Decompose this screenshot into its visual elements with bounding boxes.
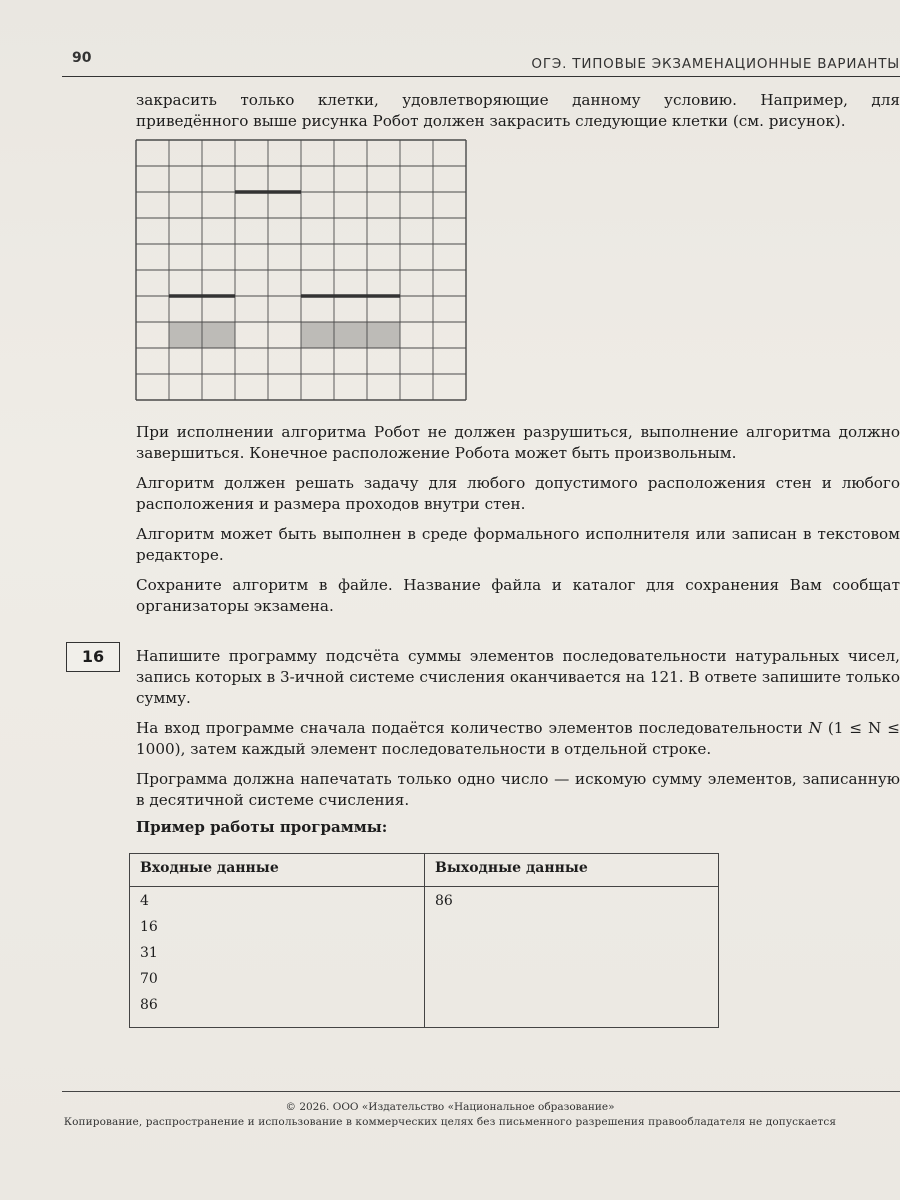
paragraph-4: Сохраните алгоритм в файле. Название файла и каталог для сохранения Вам сообщат организаторы экзамена. <box>136 576 900 615</box>
shaded-cell <box>367 322 400 348</box>
task16-paragraph-1: Напишите программу подсчёта суммы элементов последовательности натуральных чисел, запись которых в 3-ичной системе счисления оканчивается на 121. В ответе запишите только сумму. <box>136 647 900 707</box>
task-number-badge: 16 <box>66 642 120 672</box>
task16-p2-end: , затем каждый элемент последовательности в отдельной строке. <box>180 740 712 758</box>
intro-line-1: закрасить только клетки, удовлетворяющие данному условию. Например, для <box>136 91 900 109</box>
paragraph-2: Алгоритм должен решать задачу для любого допустимого расположения стен и любого расположения и размера проходов внутри стен. <box>136 474 900 513</box>
input-value: 31 <box>140 945 158 961</box>
footer-divider <box>62 1091 900 1092</box>
table-header-row <box>130 854 719 887</box>
input-value: 70 <box>140 971 158 987</box>
shaded-cell <box>202 322 235 348</box>
robot-grid-svg <box>135 139 471 401</box>
page-number: 90 <box>72 50 92 66</box>
shaded-cell <box>301 322 334 348</box>
task16-p2-cond: (1 ≤ N ≤ 1000) <box>136 719 900 758</box>
paragraph-3: Алгоритм может быть выполнен в среде формального исполнителя или записан в текстовом редакторе. <box>136 525 900 564</box>
footer-notice: Копирование, распространение и использование в коммерческих целях без письменного разрешения правообладателя не допускается <box>63 1116 837 1128</box>
shaded-cell <box>334 322 367 348</box>
output-header: Выходные данные <box>425 854 719 887</box>
task16-paragraph-2 <box>136 718 900 760</box>
input-value: 16 <box>140 919 158 935</box>
input-value: 86 <box>140 997 158 1013</box>
footer-copyright: © 2026. ООО «Издательство «Национальное образование» <box>285 1101 615 1113</box>
running-title: ОГЭ. ТИПОВЫЕ ЭКЗАМЕНАЦИОННЫЕ ВАРИАНТЫ <box>531 56 900 72</box>
input-header: Входные данные <box>130 854 425 887</box>
robot-grid <box>135 139 471 405</box>
task16-p2-start: На вход программе сначала подаётся количество элементов последовательности <box>136 719 809 737</box>
task16-paragraph-3: Программа должна напечатать только одно число — искомую сумму элементов, записанную в десятичной системе счисления. <box>136 770 900 809</box>
task16-text <box>136 646 900 811</box>
output-value-cell <box>425 887 719 1028</box>
example-title: Пример работы программы: <box>136 818 388 836</box>
task16-p2-var: N <box>808 719 822 737</box>
output-value: 86 <box>435 893 453 909</box>
header-divider <box>62 76 900 77</box>
paragraph-1: При исполнении алгоритма Робот не должен разрушиться, выполнение алгоритма должно завершиться. Конечное расположение Робота может быть произвольным. <box>136 423 900 462</box>
input-values-cell <box>130 887 425 1028</box>
input-value: 4 <box>140 893 149 909</box>
rules-text <box>136 422 900 617</box>
intro-text <box>136 90 900 132</box>
table-row <box>130 887 719 1028</box>
example-table <box>129 853 719 1028</box>
shaded-cell <box>169 322 202 348</box>
intro-line-2: приведённого выше рисунка Робот должен закрасить следующие клетки (см. рисунок). <box>136 112 846 130</box>
